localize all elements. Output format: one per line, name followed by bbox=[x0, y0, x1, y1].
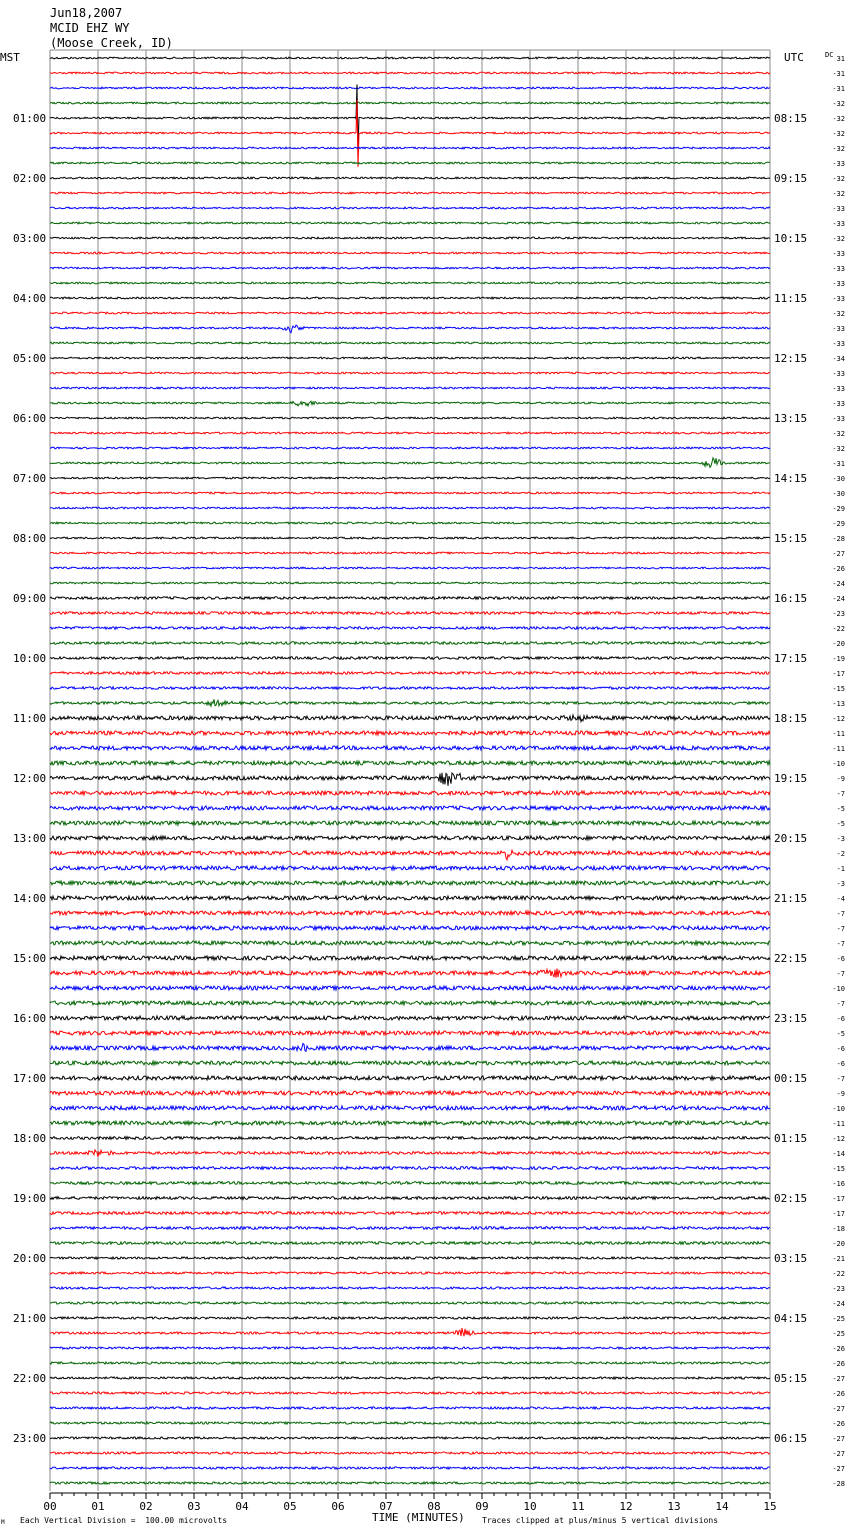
trace-line bbox=[50, 1242, 770, 1245]
dc-offset-value: -32 bbox=[832, 445, 845, 453]
trace-line bbox=[50, 297, 770, 299]
trace-line bbox=[50, 1328, 770, 1336]
x-tick-label: 02 bbox=[139, 1500, 153, 1513]
trace-line bbox=[50, 1392, 770, 1394]
scale-note: Each Vertical Division = 100.00 microvolts bbox=[20, 1516, 228, 1525]
mst-hour-label: 19:00 bbox=[13, 1192, 47, 1205]
trace-line bbox=[50, 207, 770, 209]
trace-line bbox=[50, 791, 770, 795]
dc-offset-value: -25 bbox=[832, 1330, 845, 1338]
trace-line bbox=[50, 492, 770, 494]
utc-hour-label: 05:15 bbox=[774, 1372, 808, 1385]
mst-hour-label: 15:00 bbox=[13, 952, 47, 965]
dc-offset-value: -33 bbox=[832, 400, 845, 408]
trace-line bbox=[50, 84, 770, 150]
trace-line bbox=[50, 357, 770, 359]
trace-line bbox=[50, 401, 770, 406]
trace-line bbox=[50, 911, 770, 915]
trace-line bbox=[50, 1287, 770, 1289]
dc-offset-value: -13 bbox=[832, 700, 845, 708]
trace-line bbox=[50, 1317, 770, 1319]
trace-line bbox=[50, 582, 770, 584]
dc-offset-value: 31 bbox=[836, 55, 845, 63]
dc-offset-value: -20 bbox=[832, 1240, 845, 1248]
trace-line bbox=[50, 312, 770, 314]
trace-line bbox=[50, 57, 770, 59]
trace-line bbox=[50, 87, 770, 89]
dc-offset-value: -31 bbox=[832, 70, 845, 78]
dc-offset-value: -9 bbox=[836, 1090, 845, 1098]
dc-offset-value: -7 bbox=[836, 970, 845, 978]
trace-line bbox=[50, 147, 770, 149]
corner-mark: M bbox=[1, 1519, 5, 1526]
trace-line bbox=[50, 177, 770, 179]
dc-offset-value: -6 bbox=[836, 1060, 845, 1068]
dc-offset-value: -7 bbox=[836, 940, 845, 948]
dc-offset-value: -6 bbox=[836, 955, 845, 963]
dc-offset-value: -33 bbox=[832, 280, 845, 288]
trace-line bbox=[50, 567, 770, 569]
x-tick-label: 14 bbox=[715, 1500, 729, 1513]
trace-line bbox=[50, 447, 770, 449]
trace-line bbox=[50, 102, 770, 104]
x-tick-label: 01 bbox=[91, 1500, 105, 1513]
dc-offset-value: -30 bbox=[832, 490, 845, 498]
trace-line bbox=[50, 836, 770, 840]
trace-line bbox=[50, 956, 770, 960]
trace-line bbox=[50, 1106, 770, 1110]
dc-offset-value: -33 bbox=[832, 250, 845, 258]
mst-hour-label: 23:00 bbox=[13, 1432, 47, 1445]
dc-header-label: DC bbox=[825, 51, 834, 59]
dc-offset-value: -11 bbox=[832, 1120, 845, 1128]
mst-hour-label: 14:00 bbox=[13, 892, 47, 905]
dc-offset-value: -30 bbox=[832, 475, 845, 483]
dc-offset-value: -10 bbox=[832, 985, 845, 993]
dc-offset-value: -27 bbox=[832, 1375, 845, 1383]
utc-hour-label: 15:15 bbox=[774, 532, 808, 545]
mst-hour-label: 09:00 bbox=[13, 592, 47, 605]
dc-offset-value: -22 bbox=[832, 625, 845, 633]
dc-offset-value: -20 bbox=[832, 640, 845, 648]
utc-hour-label: 22:15 bbox=[774, 952, 808, 965]
x-tick-label: 06 bbox=[331, 1500, 345, 1513]
x-tick-label: 05 bbox=[283, 1500, 297, 1513]
trace-line bbox=[50, 72, 770, 74]
trace-line bbox=[50, 387, 770, 389]
dc-offset-value: -5 bbox=[836, 820, 845, 828]
dc-offset-value: -32 bbox=[832, 145, 845, 153]
utc-hour-label: 08:15 bbox=[774, 112, 808, 125]
dc-offset-value: -26 bbox=[832, 565, 845, 573]
dc-offset-value: -24 bbox=[832, 580, 845, 588]
dc-offset-value: -32 bbox=[832, 310, 845, 318]
trace-line bbox=[50, 1076, 770, 1080]
dc-offset-value: -33 bbox=[832, 415, 845, 423]
dc-offset-value: -29 bbox=[832, 505, 845, 513]
trace-line bbox=[50, 773, 770, 786]
dc-offset-value: -33 bbox=[832, 205, 845, 213]
dc-offset-value: -12 bbox=[832, 715, 845, 723]
trace-line bbox=[50, 1347, 770, 1349]
dc-offset-value: -27 bbox=[832, 1450, 845, 1458]
trace-line bbox=[50, 1061, 770, 1065]
dc-offset-value: -6 bbox=[836, 1045, 845, 1053]
dc-offset-value: -3 bbox=[836, 880, 845, 888]
utc-hour-label: 13:15 bbox=[774, 412, 808, 425]
trace-line bbox=[50, 1137, 770, 1140]
trace-line bbox=[50, 1121, 770, 1125]
dc-offset-value: -1 bbox=[836, 865, 845, 873]
mst-hour-label: 22:00 bbox=[13, 1372, 47, 1385]
dc-offset-value: -11 bbox=[832, 745, 845, 753]
trace-line bbox=[50, 672, 770, 675]
utc-hour-label: 11:15 bbox=[774, 292, 808, 305]
trace-line bbox=[50, 941, 770, 945]
dc-offset-value: -27 bbox=[832, 1405, 845, 1413]
mst-hour-label: 17:00 bbox=[13, 1072, 47, 1085]
trace-line bbox=[50, 252, 770, 254]
utc-hour-label: 01:15 bbox=[774, 1132, 808, 1145]
utc-hour-label: 04:15 bbox=[774, 1312, 808, 1325]
trace-line bbox=[50, 850, 770, 860]
trace-line bbox=[50, 417, 770, 419]
dc-offset-value: -33 bbox=[832, 295, 845, 303]
x-tick-label: 00 bbox=[43, 1500, 57, 1513]
dc-offset-value: -3 bbox=[836, 835, 845, 843]
dc-offset-value: -26 bbox=[832, 1420, 845, 1428]
dc-offset-value: -28 bbox=[832, 1480, 845, 1488]
dc-offset-value: -2 bbox=[836, 850, 845, 858]
mst-hour-label: 04:00 bbox=[13, 292, 47, 305]
chart-date: Jun18,2007 bbox=[50, 6, 123, 20]
trace-line bbox=[50, 522, 770, 524]
dc-offset-value: -10 bbox=[832, 760, 845, 768]
trace-line bbox=[50, 986, 770, 990]
dc-offset-value: -5 bbox=[836, 1030, 845, 1038]
dc-offset-value: -15 bbox=[832, 685, 845, 693]
dc-offset-value: -19 bbox=[832, 655, 845, 663]
dc-offset-value: -32 bbox=[832, 235, 845, 243]
dc-offset-value: -33 bbox=[832, 370, 845, 378]
trace-line bbox=[50, 1482, 770, 1484]
dc-offset-value: -33 bbox=[832, 340, 845, 348]
chart-station: MCID EHZ WY bbox=[50, 21, 130, 35]
trace-line bbox=[50, 896, 770, 900]
trace-line bbox=[50, 1197, 770, 1200]
x-tick-label: 13 bbox=[667, 1500, 681, 1513]
dc-offset-value: -17 bbox=[832, 1195, 845, 1203]
mst-hour-label: 16:00 bbox=[13, 1012, 47, 1025]
trace-line bbox=[50, 372, 770, 374]
dc-offset-value: -15 bbox=[832, 1165, 845, 1173]
utc-hour-label: 21:15 bbox=[774, 892, 808, 905]
dc-offset-value: -33 bbox=[832, 160, 845, 168]
utc-hour-label: 19:15 bbox=[774, 772, 808, 785]
trace-line bbox=[50, 222, 770, 224]
trace-line bbox=[50, 1362, 770, 1364]
trace-line bbox=[50, 746, 770, 750]
dc-offset-value: -32 bbox=[832, 175, 845, 183]
x-tick-label: 08 bbox=[427, 1500, 441, 1513]
trace-line bbox=[50, 537, 770, 539]
trace-line bbox=[50, 597, 770, 600]
dc-offset-value: -29 bbox=[832, 520, 845, 528]
mst-hour-label: 12:00 bbox=[13, 772, 47, 785]
mst-hour-label: 11:00 bbox=[13, 712, 47, 725]
mst-hour-label: 07:00 bbox=[13, 472, 47, 485]
trace-line bbox=[50, 507, 770, 509]
trace-line bbox=[50, 687, 770, 690]
dc-offset-value: -7 bbox=[836, 1075, 845, 1083]
dc-offset-value: -7 bbox=[836, 925, 845, 933]
dc-offset-value: -25 bbox=[832, 1315, 845, 1323]
x-tick-label: 12 bbox=[619, 1500, 633, 1513]
trace-line bbox=[50, 237, 770, 239]
dc-offset-value: -7 bbox=[836, 910, 845, 918]
utc-hour-label: 10:15 bbox=[774, 232, 808, 245]
utc-hour-label: 20:15 bbox=[774, 832, 808, 845]
trace-line bbox=[50, 552, 770, 554]
trace-line bbox=[50, 627, 770, 630]
dc-offset-value: -33 bbox=[832, 325, 845, 333]
dc-offset-value: -32 bbox=[832, 100, 845, 108]
dc-offset-value: -31 bbox=[832, 460, 845, 468]
dc-offset-value: -22 bbox=[832, 1270, 845, 1278]
dc-offset-value: -23 bbox=[832, 610, 845, 618]
utc-hour-label: 14:15 bbox=[774, 472, 808, 485]
dc-offset-value: -24 bbox=[832, 595, 845, 603]
trace-line bbox=[50, 100, 770, 167]
mst-hour-label: 18:00 bbox=[13, 1132, 47, 1145]
dc-offset-column bbox=[832, 55, 845, 1488]
trace-line bbox=[50, 642, 770, 645]
trace-line bbox=[50, 1031, 770, 1035]
trace-line bbox=[50, 162, 770, 164]
mst-hour-label: 05:00 bbox=[13, 352, 47, 365]
trace-line bbox=[50, 699, 770, 706]
trace-line bbox=[50, 731, 770, 735]
dc-offset-value: -27 bbox=[832, 1465, 845, 1473]
dc-offset-value: -18 bbox=[832, 1225, 845, 1233]
trace-line bbox=[50, 325, 770, 333]
dc-offset-value: -33 bbox=[832, 220, 845, 228]
mst-hour-label: 03:00 bbox=[13, 232, 47, 245]
trace-line bbox=[50, 1227, 770, 1230]
trace-line bbox=[50, 1150, 770, 1157]
dc-offset-value: -33 bbox=[832, 265, 845, 273]
trace-line bbox=[50, 1016, 770, 1020]
dc-offset-value: -34 bbox=[832, 355, 845, 363]
dc-offset-value: -27 bbox=[832, 1435, 845, 1443]
dc-offset-value: -28 bbox=[832, 535, 845, 543]
trace-line bbox=[50, 1044, 770, 1052]
trace-line bbox=[50, 342, 770, 344]
dc-offset-value: -33 bbox=[832, 385, 845, 393]
mst-hour-label: 02:00 bbox=[13, 172, 47, 185]
x-tick-label: 07 bbox=[379, 1500, 393, 1513]
mst-hour-label: 08:00 bbox=[13, 532, 47, 545]
dc-offset-value: -7 bbox=[836, 790, 845, 798]
dc-offset-value: -7 bbox=[836, 1000, 845, 1008]
dc-offset-value: -4 bbox=[836, 895, 845, 903]
trace-line bbox=[50, 612, 770, 615]
utc-hour-label: 23:15 bbox=[774, 1012, 808, 1025]
dc-offset-value: -26 bbox=[832, 1390, 845, 1398]
clip-note: Traces clipped at plus/minus 5 vertical divisions bbox=[482, 1516, 719, 1525]
trace-line bbox=[50, 477, 770, 479]
minute-gridlines bbox=[50, 50, 770, 1491]
dc-offset-value: -27 bbox=[832, 550, 845, 558]
trace-line bbox=[50, 1212, 770, 1215]
trace-line bbox=[50, 267, 770, 269]
chart-location: (Moose Creek, ID) bbox=[50, 36, 173, 50]
trace-line bbox=[50, 1272, 770, 1274]
dc-offset-value: -23 bbox=[832, 1285, 845, 1293]
x-tick-label: 11 bbox=[571, 1500, 585, 1513]
mst-hour-label: 13:00 bbox=[13, 832, 47, 845]
trace-line bbox=[50, 657, 770, 660]
dc-offset-value: -6 bbox=[836, 1015, 845, 1023]
dc-offset-value: -16 bbox=[832, 1180, 845, 1188]
dc-offset-value: -32 bbox=[832, 190, 845, 198]
dc-offset-value: -24 bbox=[832, 1300, 845, 1308]
dc-offset-value: -10 bbox=[832, 1105, 845, 1113]
mst-hour-label: 10:00 bbox=[13, 652, 47, 665]
utc-hour-label: 09:15 bbox=[774, 172, 808, 185]
dc-offset-value: -17 bbox=[832, 1210, 845, 1218]
trace-line bbox=[50, 806, 770, 810]
mst-hour-label: 06:00 bbox=[13, 412, 47, 425]
dc-offset-value: -21 bbox=[832, 1255, 845, 1263]
utc-hour-label: 17:15 bbox=[774, 652, 808, 665]
trace-line bbox=[50, 1167, 770, 1170]
trace-line bbox=[50, 761, 770, 765]
dc-offset-value: -11 bbox=[832, 730, 845, 738]
mst-hour-label: 01:00 bbox=[13, 112, 47, 125]
trace-line bbox=[50, 1422, 770, 1424]
x-tick-label: 15 bbox=[763, 1500, 777, 1513]
right-timezone-label: UTC bbox=[784, 51, 804, 64]
x-tick-label: 09 bbox=[475, 1500, 489, 1513]
trace-line bbox=[50, 432, 770, 434]
utc-hour-label: 18:15 bbox=[774, 712, 808, 725]
dc-offset-value: -32 bbox=[832, 430, 845, 438]
utc-hour-label: 03:15 bbox=[774, 1252, 808, 1265]
dc-offset-value: -26 bbox=[832, 1360, 845, 1368]
dc-offset-value: -14 bbox=[832, 1150, 845, 1158]
x-tick-label: 04 bbox=[235, 1500, 249, 1513]
left-timezone-label: MST bbox=[0, 51, 20, 64]
dc-offset-value: -26 bbox=[832, 1345, 845, 1353]
trace-line bbox=[50, 1377, 770, 1379]
trace-line bbox=[50, 1467, 770, 1469]
dc-offset-value: -31 bbox=[832, 85, 845, 93]
dc-offset-value: -9 bbox=[836, 775, 845, 783]
utc-hour-label: 06:15 bbox=[774, 1432, 808, 1445]
trace-line bbox=[50, 1182, 770, 1185]
x-tick-label: 03 bbox=[187, 1500, 201, 1513]
utc-hour-label: 00:15 bbox=[774, 1072, 808, 1085]
trace-line bbox=[50, 192, 770, 194]
trace-line bbox=[50, 282, 770, 284]
trace-line bbox=[50, 1452, 770, 1454]
dc-offset-value: -5 bbox=[836, 805, 845, 813]
trace-line bbox=[50, 881, 770, 885]
mst-hour-label: 20:00 bbox=[13, 1252, 47, 1265]
utc-hour-label: 16:15 bbox=[774, 592, 808, 605]
trace-line bbox=[50, 715, 770, 722]
trace-line bbox=[50, 821, 770, 825]
trace-line bbox=[50, 969, 770, 978]
x-axis-title: TIME (MINUTES) bbox=[372, 1511, 465, 1524]
mst-hour-label: 21:00 bbox=[13, 1312, 47, 1325]
utc-hour-label: 02:15 bbox=[774, 1192, 808, 1205]
x-tick-label: 10 bbox=[523, 1500, 537, 1513]
trace-line bbox=[50, 1257, 770, 1259]
dc-offset-value: -32 bbox=[832, 130, 845, 138]
trace-line bbox=[50, 1302, 770, 1304]
dc-offset-value: -17 bbox=[832, 670, 845, 678]
trace-line bbox=[50, 1001, 770, 1005]
time-axis bbox=[43, 1493, 776, 1513]
dc-offset-value: -32 bbox=[832, 115, 845, 123]
seismic-traces bbox=[50, 57, 770, 1484]
dc-offset-value: -12 bbox=[832, 1135, 845, 1143]
trace-line bbox=[50, 1091, 770, 1095]
trace-line bbox=[50, 458, 770, 467]
trace-line bbox=[50, 1407, 770, 1409]
trace-line bbox=[50, 866, 770, 870]
utc-hour-label: 12:15 bbox=[774, 352, 808, 365]
trace-line bbox=[50, 926, 770, 930]
trace-line bbox=[50, 1437, 770, 1439]
